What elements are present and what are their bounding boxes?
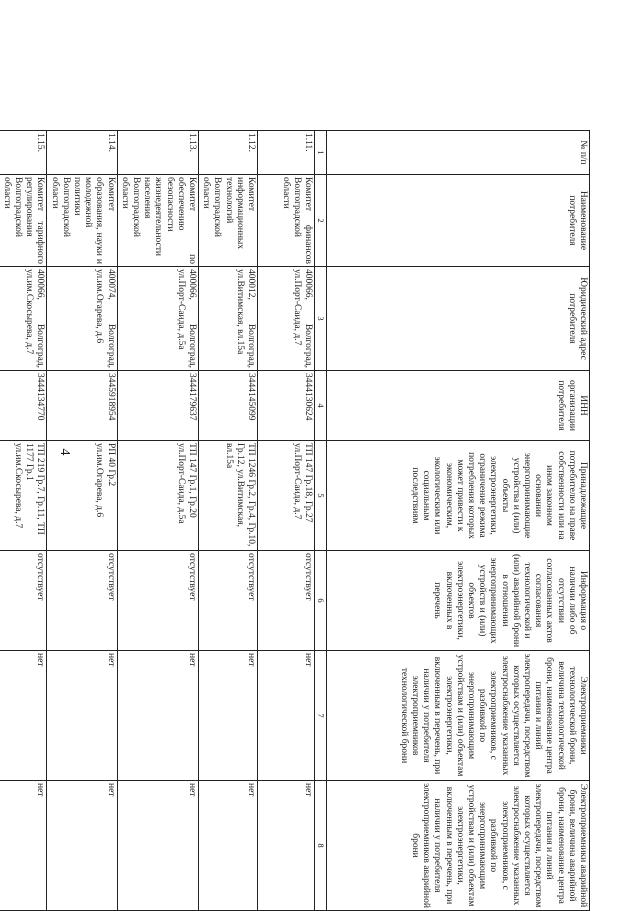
header-emergency-reserve: Электроприемники аварийной брони, величина аварийной брони, наименование центра питания и линий электропередачи, посредством которых осуществляется электроснабжение указанных электроприемников, с разбивкой по энергопринимающим устройствам и (или) объектам электроэнергетики, включенным в перечень, при наличии у потребителя электроприемников аварийной брони <box>327 781 590 911</box>
consumer-address: 400066, Волгоград, ул.Порт-Саида, д.7 <box>258 267 315 371</box>
header-row <box>327 131 590 911</box>
consumer-inn: 3444130624 <box>258 371 315 441</box>
tech-reserve: нет <box>117 651 198 781</box>
header-tech-reserve: Электроприемники технологической брони, величина технологической брони, наименование центра питания и линий электропередачи, посредством которых осуществляется электроснабжение указанных электроприемников, с разбивкой по энергопринимающим устройствам и (или) объектам электроэнергетики, включенным в перечень, при наличии у потребителя электроприемников технологической брони <box>327 651 590 781</box>
consumer-name: Комитет образования, науки и молодежной политики Волгоградской области <box>47 175 117 267</box>
row-number: 1.12. <box>198 131 257 175</box>
column-number: 2 <box>315 175 327 267</box>
emergency-reserve: нет <box>47 781 117 911</box>
column-number: 6 <box>315 551 327 651</box>
header-inn: ИНН организации потребителя <box>327 371 590 441</box>
column-number: 4 <box>315 371 327 441</box>
tech-reserve: нет <box>258 651 315 781</box>
consumer-address: 400066, Волгоград, ул.Порт-Саида, д.5а <box>117 267 198 371</box>
column-number: 8 <box>315 781 327 911</box>
acts-status: отсутствует <box>47 551 117 651</box>
consumer-name: Комитет финансов Волгоградской области <box>258 175 315 267</box>
emergency-reserve: нет <box>117 781 198 911</box>
table-row <box>117 131 198 911</box>
emergency-reserve: нет <box>258 781 315 911</box>
consumer-inn: 3444134770 <box>0 371 47 441</box>
consumer-devices: РП 40 Гр.2 ул.им.Огарева, д.6 <box>47 441 117 551</box>
consumer-name: Комитет тарифного регулирования Волгоградской области <box>0 175 47 267</box>
header-devices: Принадлежащие потребителю на праве собственности или на ином законном основании энергопринимающие устройства и (или) объекты электроэнергетики, ограничение режима потребления которых может привести к экономическим, экологическим или социальным последствиям <box>327 441 590 551</box>
emergency-reserve: нет <box>198 781 257 911</box>
column-number: 7 <box>315 651 327 781</box>
table-row <box>47 131 117 911</box>
header-acts: Информация о наличии либо об отсутствии согласованных актов согласования технологической и (или) аварийной брони в отношении энергопринимающих устройств и (или) объектов электроэнергетики, включенных в перечень <box>327 551 590 651</box>
consumer-devices: ТП 1246 Гр.2, Гр.4, Гр.10, Гр.12, ул.Витимская, вл.15а <box>198 441 257 551</box>
consumer-name: Комитет по обеспечению безопасности жизнедеятельности населения Волгоградской области <box>117 175 198 267</box>
row-number: 1.11. <box>258 131 315 175</box>
consumer-devices: ТП 219 Гр.7, Гр.11, ТП 1177 Гр.1 ул.им.Скосырева, д.7 <box>0 441 47 551</box>
consumer-inn: 3444145099 <box>198 371 257 441</box>
tech-reserve: нет <box>47 651 117 781</box>
consumer-address: 400066, Волгоград, ул.им.Скосырева, д.7 <box>0 267 47 371</box>
consumer-inn: 3444179637 <box>117 371 198 441</box>
row-number: 1.15. <box>0 131 47 175</box>
header-name: Наименование потребителя <box>327 175 590 267</box>
row-number: 1.14. <box>47 131 117 175</box>
consumer-devices: ТП 147 Гр.18, Гр.27 ул.Порт-Саида, д.7 <box>258 441 315 551</box>
tech-reserve: нет <box>0 651 47 781</box>
acts-status: отсутствует <box>0 551 47 651</box>
row-number: 1.13. <box>117 131 198 175</box>
consumer-devices: ТП 147 Гр.1, Гр.20 ул.Порт-Саида, д.5а <box>117 441 198 551</box>
column-number: 1 <box>315 131 327 175</box>
acts-status: отсутствует <box>258 551 315 651</box>
tech-reserve: нет <box>198 651 257 781</box>
consumer-table-container <box>1 130 590 910</box>
column-number: 5 <box>315 441 327 551</box>
consumer-address: 400012, Волгоград, ул.Витимская, вл.15а <box>198 267 257 371</box>
table-row <box>0 131 47 911</box>
table-row <box>258 131 315 911</box>
consumer-inn: 3445918954 <box>47 371 117 441</box>
page-number: 4 <box>57 448 72 456</box>
column-number-row <box>315 131 327 911</box>
header-num: № п/п <box>327 131 590 175</box>
consumer-table <box>0 130 590 911</box>
column-number: 3 <box>315 267 327 371</box>
emergency-reserve: нет <box>0 781 47 911</box>
consumer-name: Комитет информационных технологий Волгоградской области <box>198 175 257 267</box>
header-address: Юридический адрес потребителя <box>327 267 590 371</box>
consumer-address: 400074, Волгоград, ул.им.Огарева, д.6 <box>47 267 117 371</box>
table-row <box>198 131 257 911</box>
acts-status: отсутствует <box>117 551 198 651</box>
acts-status: отсутствует <box>198 551 257 651</box>
